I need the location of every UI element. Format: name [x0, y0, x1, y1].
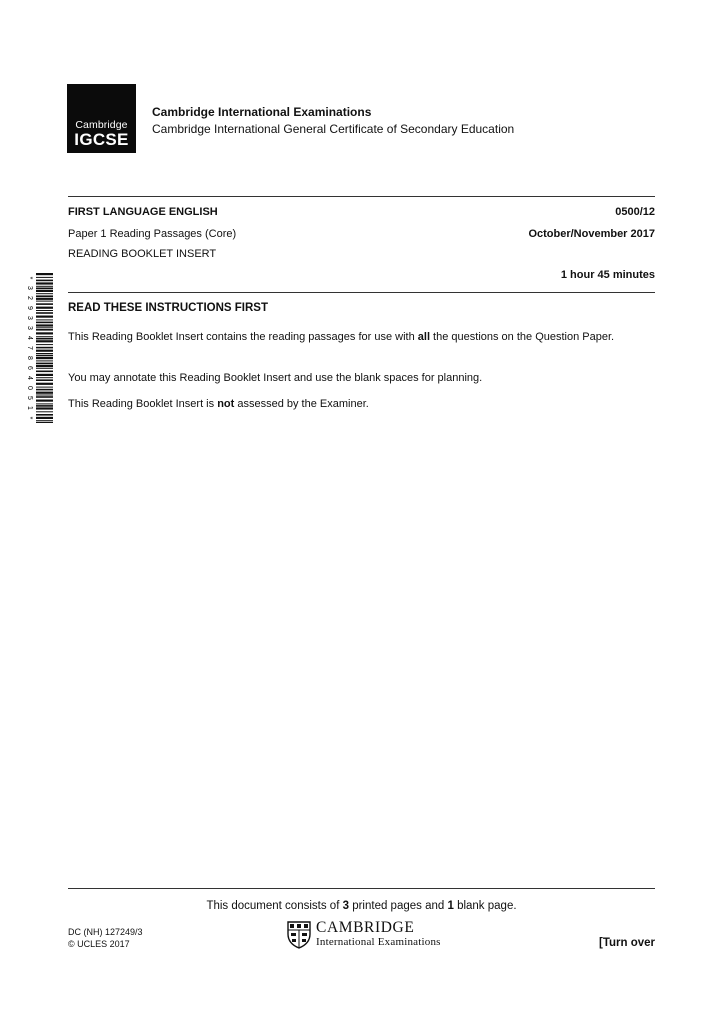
barcode-bar: [36, 273, 53, 275]
barcode-bar: [36, 389, 53, 391]
barcode-bar: [36, 324, 53, 326]
barcode-digit: 9: [26, 306, 34, 310]
barcode-bar: [36, 303, 53, 305]
booklet-title: READING BOOKLET INSERT: [68, 248, 217, 260]
barcode-bar: [36, 365, 53, 367]
barcode-bar: [36, 332, 53, 334]
exam-board-header: [152, 104, 514, 138]
barcode-bar: [36, 396, 53, 398]
subject-row: [68, 206, 655, 219]
barcode-digit: 4: [26, 336, 34, 340]
instruction-3-emphasis: not: [217, 398, 235, 410]
page-note-text-b: printed pages and: [349, 900, 448, 912]
exam-session: October/November 2017: [528, 228, 655, 240]
logo-line-1: Cambridge: [75, 119, 128, 131]
paper-row: [68, 228, 655, 241]
barcode-bar: [36, 319, 53, 320]
document-codes: [68, 926, 143, 950]
barcode-digit: 8: [26, 356, 34, 360]
blank-page-count: 1: [447, 900, 454, 912]
page-count-note: [68, 900, 655, 912]
barcode-digit: *: [26, 416, 34, 420]
subject-title: FIRST LANGUAGE ENGLISH: [68, 206, 218, 218]
barcode-bar: [36, 422, 53, 423]
barcode-bar: [36, 400, 53, 402]
barcode-bar: [36, 417, 53, 419]
instruction-3-text-a: This Reading Booklet Insert is: [68, 398, 218, 410]
barcode-digit: 3: [26, 326, 34, 330]
barcode-bar: [36, 371, 53, 373]
barcode-bar: [36, 307, 53, 309]
page-note-text-a: This document consists of: [206, 900, 343, 912]
barcode-graphic: [26, 273, 54, 423]
barcode-bar: [36, 277, 53, 278]
barcode-bar: [36, 403, 53, 404]
barcode-bar: [36, 336, 53, 337]
instruction-3-text-b: assessed by the Examiner.: [234, 398, 369, 410]
barcode-digit: 0: [26, 386, 34, 390]
barcode-bar: [36, 414, 53, 416]
cambridge-publisher-logo: [316, 919, 441, 949]
barcode-bar: [36, 344, 53, 345]
barcode-bar: [36, 383, 53, 385]
paper-title: Paper 1 Reading Passages (Core): [68, 228, 237, 240]
barcode-bar: [36, 327, 53, 328]
barcode-bar: [36, 338, 53, 340]
turn-over: [Turn over: [598, 937, 655, 949]
barcode-bar: [36, 355, 53, 357]
barcode-digit: 6: [26, 366, 34, 370]
barcode-digit: 1: [26, 406, 34, 410]
barcode-digit: 2: [26, 296, 34, 300]
barcode-bar: [36, 387, 53, 388]
barcode-bar: [36, 379, 53, 381]
barcode-bar: [36, 286, 53, 287]
instruction-1-text-b: the questions on the Question Paper.: [430, 331, 615, 343]
paper-code: 0500/12: [615, 206, 655, 218]
barcode-bar: [36, 350, 53, 352]
barcode-bar: [36, 420, 53, 421]
barcode-bar: [36, 405, 53, 407]
barcode-digit: 3: [26, 286, 34, 290]
barcode-bar: [36, 316, 53, 318]
barcode-bar: [36, 377, 53, 378]
instruction-1-text-a: This Reading Booklet Insert contains the reading passages for use with: [68, 331, 418, 343]
publisher-name: CAMBRIDGE: [316, 919, 415, 936]
barcode-digit: 4: [26, 376, 34, 380]
barcode-bar: [36, 298, 53, 300]
barcode-bar: [36, 353, 53, 354]
barcode-bar: [36, 280, 53, 282]
barcode: [26, 273, 54, 423]
duration: 1 hour 45 minutes: [560, 269, 655, 281]
barcode-digit: *: [26, 276, 34, 280]
barcode-bar: [36, 347, 53, 349]
barcode-bar: [36, 411, 53, 412]
barcode-bar: [36, 290, 53, 292]
barcode-bar: [36, 310, 53, 311]
barcode-bar: [36, 357, 53, 359]
instruction-2: You may annotate this Reading Booklet Insert and use the blank spaces for planning.: [68, 372, 483, 384]
barcode-bar: [36, 329, 53, 331]
divider-bottom: [68, 888, 655, 889]
page-note-text-c: blank page.: [453, 900, 517, 912]
barcode-digit: 7: [26, 346, 34, 350]
barcode-bar: [36, 322, 53, 324]
barcode-bar: [36, 288, 53, 290]
barcode-bar: [36, 407, 53, 409]
board-name: Cambridge International Examinations: [152, 105, 372, 119]
instructions-heading: READ THESE INSTRUCTIONS FIRST: [68, 302, 268, 314]
barcode-bar: [36, 282, 53, 284]
instruction-1-emphasis: all: [417, 331, 430, 343]
barcode-bar: [36, 340, 53, 342]
barcode-bar: [36, 395, 53, 396]
barcode-bar: [36, 301, 53, 302]
barcode-bar: [36, 295, 53, 297]
barcode-bar: [36, 360, 53, 361]
barcode-digit: 3: [26, 316, 34, 320]
barcode-bar: [36, 392, 53, 394]
booklet-row: [68, 248, 655, 261]
qualification-name: Cambridge International General Certificate of Secondary Education: [152, 122, 515, 136]
publisher-subtitle: International Examinations: [316, 936, 441, 948]
barcode-bar: [36, 312, 53, 314]
cambridge-crest-icon: [287, 921, 311, 949]
barcode-digit: 5: [26, 396, 34, 400]
igcse-logo: [67, 84, 136, 153]
barcode-bar: [36, 363, 53, 365]
logo-line-2: IGCSE: [74, 130, 129, 149]
instruction-1: [68, 330, 655, 344]
printed-page-count: 3: [342, 900, 349, 912]
barcode-bar: [36, 293, 53, 294]
dc-code: DC (NH) 127249/3: [68, 927, 143, 937]
barcode-bar: [36, 374, 53, 376]
divider-top: [68, 196, 655, 197]
barcode-bar: [36, 368, 53, 369]
instruction-3: [68, 397, 655, 411]
divider-middle: [68, 292, 655, 293]
copyright: © UCLES 2017: [68, 939, 130, 949]
